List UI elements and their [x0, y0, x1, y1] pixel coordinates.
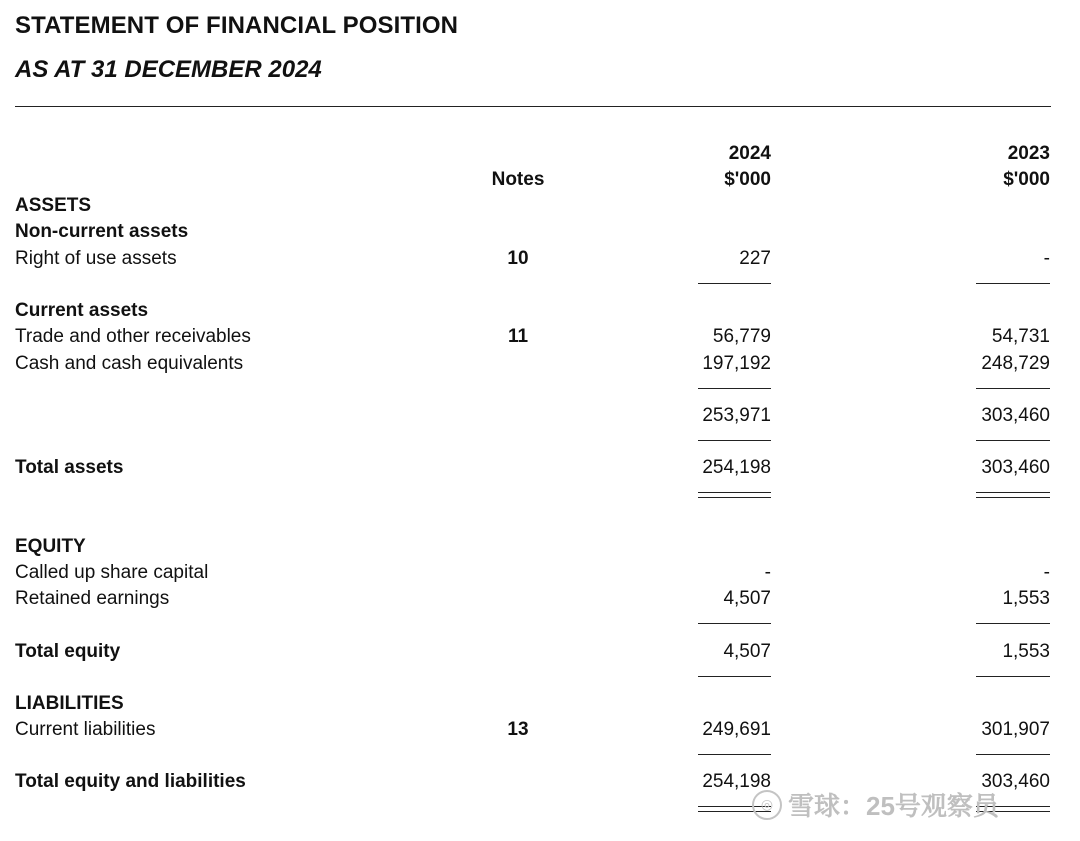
rou-underline-2023 [976, 283, 1050, 284]
watermark [752, 786, 999, 823]
total-assets-2023: 303,460 [981, 457, 1050, 478]
total-assets-label: Total assets [15, 457, 124, 478]
receivables-note: 11 [507, 326, 529, 347]
receivables-label: Trade and other receivables [15, 326, 251, 347]
cash-2024: 197,192 [702, 353, 771, 374]
watermark-text: 雪球：25号观察员 [788, 791, 999, 821]
column-notes: Notes [491, 169, 545, 190]
statement-title: STATEMENT OF FINANCIAL POSITION [15, 12, 459, 39]
total-equity-2023: 1,553 [1002, 641, 1050, 662]
rou-assets-note: 10 [507, 248, 529, 269]
column-year-2023: 2023 [1007, 143, 1050, 164]
current-assets-subtotal-2023: 303,460 [981, 405, 1050, 426]
receivables-2024: 56,779 [712, 326, 771, 347]
retained-earnings-2024: 4,507 [723, 588, 771, 609]
subtotal-underline-2023 [976, 440, 1050, 441]
subtotal-underline-2024 [698, 440, 771, 441]
cash-label: Cash and cash equivalents [15, 353, 244, 374]
column-year-2024: 2024 [728, 143, 771, 164]
retained-earnings-label: Retained earnings [15, 588, 170, 609]
total-equity-liabilities-label: Total equity and liabilities [15, 771, 246, 792]
total-equity-liabilities-2024: 254,198 [702, 771, 771, 792]
liabilities-underline-2024 [698, 754, 771, 755]
header-rule [15, 106, 1051, 107]
total-equity-2024: 4,507 [723, 641, 771, 662]
equity-heading: EQUITY [15, 536, 86, 557]
liabilities-heading: LIABILITIES [15, 693, 124, 714]
share-capital-label: Called up share capital [15, 562, 209, 583]
rou-assets-2024: 227 [739, 248, 771, 269]
current-liabilities-label: Current liabilities [15, 719, 156, 740]
column-unit-2023: $'000 [1003, 169, 1050, 190]
rou-assets-label: Right of use assets [15, 248, 177, 269]
total-equity-underline-2023 [976, 676, 1050, 677]
total-equity-label: Total equity [15, 641, 121, 662]
total-assets-2024: 254,198 [702, 457, 771, 478]
total-equity-underline-2024 [698, 676, 771, 677]
current-assets-subtotal-2024: 253,971 [702, 405, 771, 426]
cash-underline-2024 [698, 388, 771, 389]
statement-date: AS AT 31 DECEMBER 2024 [15, 56, 322, 83]
total-assets-double-underline-2024 [698, 492, 771, 498]
cash-underline-2023 [976, 388, 1050, 389]
non-current-assets-heading: Non-current assets [15, 221, 189, 242]
assets-heading: ASSETS [15, 195, 92, 216]
share-capital-2023: - [1043, 562, 1050, 583]
retained-underline-2024 [698, 623, 771, 624]
liabilities-underline-2023 [976, 754, 1050, 755]
column-unit-2024: $'000 [724, 169, 771, 190]
current-liabilities-note: 13 [507, 719, 529, 740]
current-liabilities-2024: 249,691 [702, 719, 771, 740]
receivables-2023: 54,731 [991, 326, 1050, 347]
current-liabilities-2023: 301,907 [981, 719, 1050, 740]
snowball-logo-icon: ◎ [752, 790, 782, 820]
retained-underline-2023 [976, 623, 1050, 624]
cash-2023: 248,729 [981, 353, 1050, 374]
retained-earnings-2023: 1,553 [1002, 588, 1050, 609]
share-capital-2024: - [764, 562, 771, 583]
rou-assets-2023: - [1043, 248, 1050, 269]
rou-underline-2024 [698, 283, 771, 284]
total-assets-double-underline-2023 [976, 492, 1050, 498]
total-equity-liabilities-2023: 303,460 [981, 771, 1050, 792]
current-assets-heading: Current assets [15, 300, 149, 321]
